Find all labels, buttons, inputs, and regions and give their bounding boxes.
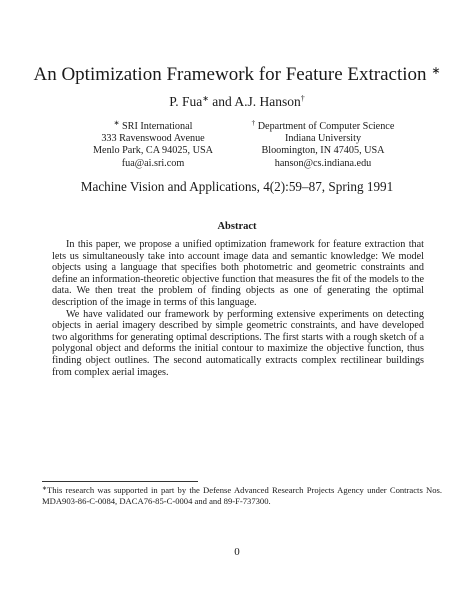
- affiliation-mark: †: [251, 119, 256, 127]
- footnote: [42, 484, 442, 507]
- abstract-paragraph: We have validated our framework by performing extensive experiments on detecting objects in aerial imagery described by simple geometric constraints, and have developed two algorithms for generating optimal descriptions. The first starts with a rough sketch of a polygonal object and deforms the initial contour to maximize the objective function, thus finding object outlines. The second automatically extracts complex rectilinear buildings from complex aerial images.: [52, 308, 424, 378]
- abstract-paragraph: In this paper, we propose a unified optimization framework for feature extraction that lets us simultaneously take into account image data and semantic knowledge: We model objects using a language that specifies both photometric and geometric constraints and define an information-theoretic objective function that measures the fit of the models to the data. We then treat the problem of finding objects as one of generating the optimal description of the image in terms of this language.: [52, 239, 425, 308]
- footnote-mark: ∗: [42, 486, 48, 492]
- author-name: P. Fua: [169, 94, 203, 109]
- author-line: [0, 94, 474, 110]
- author-email: fua@ai.sri.com: [121, 157, 185, 169]
- affiliation-mark: ∗: [113, 119, 120, 127]
- author-mark: †: [300, 94, 305, 103]
- footnote-text: This research was supported in part by the Defense Advanced Research Projects Agency under Contracts Nos. MDA903-86-C-0084, DACA76-85-C-0004 and and 89-F-737300.: [42, 485, 442, 506]
- footnote-rule: [42, 481, 198, 482]
- abstract-heading: Abstract: [217, 221, 257, 232]
- abstract-body: [52, 239, 424, 378]
- affiliation-line: Bloomington, IN 47405, USA: [261, 145, 385, 157]
- title-text: An Optimization Framework for Feature Extraction: [33, 64, 427, 85]
- affiliation-line: † Department of Computer Science: [251, 119, 395, 132]
- author-email: hanson@cs.indiana.edu: [274, 157, 372, 169]
- author-name: A.J. Hanson: [234, 94, 301, 109]
- affiliation-line: ∗ SRI International: [113, 119, 193, 132]
- affiliation-indiana: [238, 117, 408, 170]
- affiliation-line: Menlo Park, CA 94025, USA: [93, 145, 213, 157]
- affiliation-line: 333 Ravenswood Avenue: [101, 133, 205, 145]
- affiliation-line: Indiana University: [284, 133, 362, 145]
- author-joiner: and: [208, 94, 235, 109]
- page-number: 0: [234, 546, 240, 558]
- publication-venue: Machine Vision and Applications, 4(2):59–87, Spring 1991: [80, 179, 394, 194]
- author-mark: ∗: [202, 94, 209, 103]
- title-footnote-mark: ∗: [431, 65, 441, 77]
- affiliation-sri: [78, 117, 228, 170]
- paper-title: [0, 64, 474, 86]
